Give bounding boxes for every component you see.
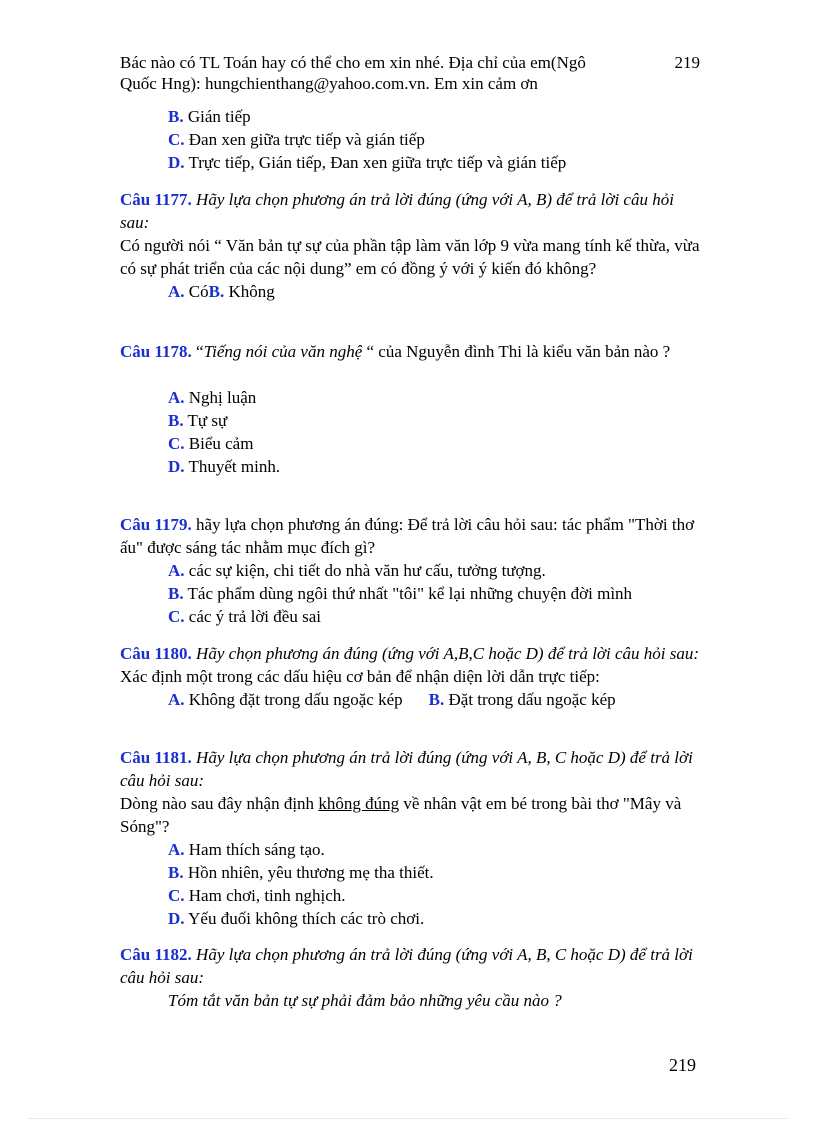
- question-1177: [120, 188, 700, 303]
- question-number: Câu 1180.: [120, 644, 192, 663]
- option-c: C. Đan xen giữa trực tiếp và gián tiếp: [168, 130, 425, 149]
- header-page-number: 219: [674, 53, 700, 72]
- question-header: [120, 188, 700, 234]
- question-body: hãy lựa chọn phương án đúng: Để trả lời câu hỏi sau: tác phẩm "Thời thơ ấu" được sáng tác nhằm mục đích gì?: [120, 515, 695, 557]
- page-header: [120, 52, 700, 94]
- footer-page-number: 219: [669, 1055, 696, 1075]
- question-number: Câu 1182.: [120, 945, 192, 964]
- question-header: [120, 513, 700, 559]
- previous-question-options: [120, 105, 700, 174]
- question-number: Câu 1178.: [120, 342, 192, 361]
- question-body: Dòng nào sau đây nhận định không đúng về nhân vật em bé trong bài thơ "Mây và Sóng"?: [120, 794, 682, 836]
- question-instruction: Hãy lựa chọn phương án trả lời đúng (ứng với A, B, C hoặc D) để trả lời câu hỏi sau:: [120, 945, 693, 987]
- work-title: Tiếng nói của văn nghệ: [203, 342, 363, 361]
- option-b: B. Gián tiếp: [168, 107, 251, 126]
- question-1178: [120, 340, 700, 478]
- question-header: [120, 746, 700, 792]
- page-bottom-divider: [28, 1118, 788, 1119]
- question-header: [120, 642, 700, 665]
- question-instruction: Hãy chọn phương án đúng (ứng với A,B,C hoặc D) để trả lời câu hỏi sau:: [196, 644, 700, 663]
- option-b: B. Tự sự: [168, 411, 228, 430]
- option-a: A. Nghị luận: [168, 388, 257, 407]
- question-body: Xác định một trong các dấu hiệu cơ bản để nhận diện lời dẫn trực tiếp:: [120, 667, 600, 686]
- option-a: A. các sự kiện, chi tiết do nhà văn hư cấu, tưởng tượng.: [168, 561, 546, 580]
- underlined-phrase: không đúng: [318, 794, 400, 813]
- question-number: Câu 1181.: [120, 748, 192, 767]
- question-body: Tóm tắt văn bản tự sự phải đảm bảo những yêu cầu nào ?: [168, 991, 562, 1010]
- question-header: [120, 943, 700, 989]
- option-d: D. Thuyết minh.: [168, 457, 281, 476]
- option-c: C. Biểu cảm: [168, 434, 254, 453]
- answer-options: A. Không đặt trong dấu ngoặc kép B. Đặt trong dấu ngoặc kép: [168, 690, 616, 709]
- question-1179: [120, 513, 700, 628]
- question-number: Câu 1179.: [120, 515, 192, 534]
- question-1182: [120, 943, 700, 1012]
- question-body: Có người nói “ Văn bản tự sự của phần tập làm văn lớp 9 vừa mang tính kế thừa, vừa có sự phát triển của các nội dung” em có đồng ý với ý kiến đó không?: [120, 236, 700, 278]
- option-d: D. Trực tiếp, Gián tiếp, Đan xen giữa trực tiếp và gián tiếp: [168, 153, 567, 172]
- question-header: Câu 1178. “Tiếng nói của văn nghệ “ của Nguyễn đình Thi là kiểu văn bản nào ?: [120, 342, 671, 361]
- header-note-line1: Bác nào có TL Toán hay có thể cho em xin nhé. Địa chỉ của em(Ngô: [120, 53, 586, 72]
- question-1180: [120, 642, 700, 711]
- option-b: B. Tác phẩm dùng ngôi thứ nhất "tôi" kể lại những chuyện đời mình: [168, 584, 633, 603]
- question-instruction: Hãy lựa chọn phương án trả lời đúng (ứng với A, B, C hoặc D) để trả lời câu hỏi sau:: [120, 748, 693, 790]
- header-note-line2: Quốc Hng): hungchienthang@yahoo.com.vn. Em xin cảm ơn: [120, 74, 538, 93]
- answer-options: A. CóB. Không: [168, 282, 275, 301]
- question-1181: [120, 746, 700, 930]
- option-c: C. các ý trả lời đều sai: [168, 607, 321, 626]
- option-d: D. Yếu đuối không thích các trò chơi.: [168, 909, 425, 928]
- option-b: B. Hồn nhiên, yêu thương mẹ tha thiết.: [168, 863, 434, 882]
- option-c: C. Ham chơi, tinh nghịch.: [168, 886, 346, 905]
- question-number: Câu 1177.: [120, 190, 192, 209]
- option-a: A. Ham thích sáng tạo.: [168, 840, 325, 859]
- question-instruction: Hãy lựa chọn phương án trả lời đúng (ứng với A, B) để trả lời câu hỏi sau:: [120, 190, 674, 232]
